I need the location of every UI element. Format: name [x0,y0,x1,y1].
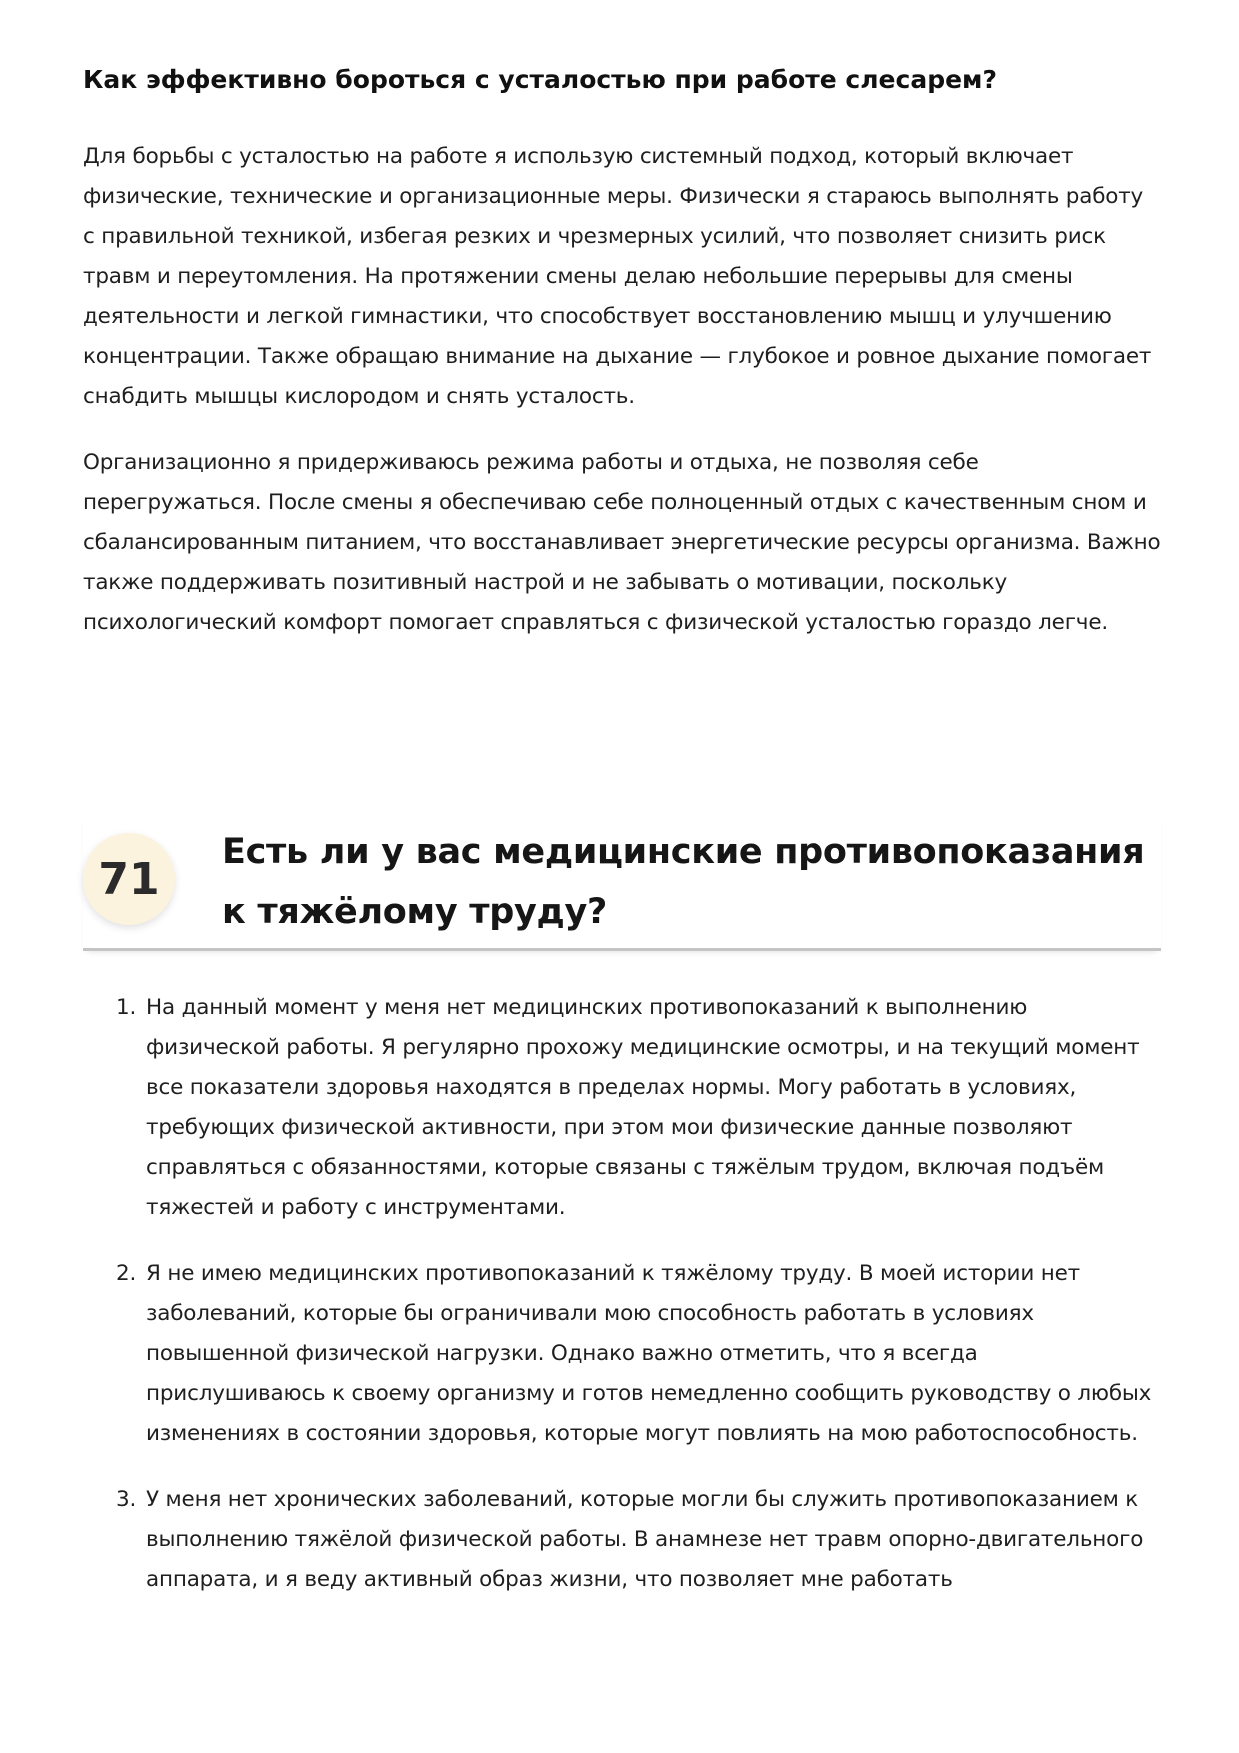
question-title: Есть ли у вас медицинские противопоказания к тяжёлому труду? [222,832,1145,932]
answer-item [83,1480,1161,1600]
question-number-badge: 71 [83,833,175,925]
section-heading: Как эффективно бороться с усталостью при работе слесарем? [83,65,997,94]
answer-text: Я не имею медицинских противопоказаний к тяжёлому труду. В моей истории нет заболеваний, которые бы ограничивали мою способность работать в условиях повышенной физической нагрузки. Однако важно отметить, что я всегда прислушиваюсь к своему организму и готов немедленно сообщить руководству о любых изменениях в состоянии здоровья, которые могут повлиять на мою работоспособность. [146,1261,1152,1446]
answer-number: 3. [116,1487,137,1512]
question-header [83,812,1161,951]
answer-number: 2. [116,1261,137,1286]
answer-text: У меня нет хронических заболеваний, которые могли бы служить противопоказанием к выполнению тяжёлой физической работы. В анамнезе нет травм опорно-двигательного аппарата, и я веду активный образ жизни, что позволяет мне работать [146,1487,1144,1592]
section-paragraph-2: Организационно я придерживаюсь режима работы и отдыха, не позволяя себе перегружаться. После смены я обеспечиваю себе полноценный отдых с качественным сном и сбалансированным питанием, что восстанавливает энергетические ресурсы организма. Важно также поддерживать позитивный настрой и не забывать о мотивации, поскольку психологический комфорт помогает справляться с физической усталостью гораздо легче. [83,450,1161,635]
answer-item [83,1254,1161,1454]
section-paragraph-1: Для борьбы с усталостью на работе я использую системный подход, который включает физические, технические и организационные меры. Физически я стараюсь выполнять работу с правильной техникой, избегая резких и чрезмерных усилий, что позволяет снизить риск травм и переутомления. На протяжении смены делаю небольшие перерывы для смены деятельности и легкой гимнастики, что способствует восстановлению мышц и улучшению концентрации. Также обращаю внимание на дыхание — глубокое и ровное дыхание помогает снабдить мышцы кислородом и снять усталость. [83,144,1152,409]
answer-number: 1. [116,995,137,1020]
answer-item [83,988,1161,1228]
answers-list [83,988,1161,1626]
answer-text: На данный момент у меня нет медицинских противопоказаний к выполнению физической работы. Я регулярно прохожу медицинские осмотры, и на текущий момент все показатели здоровья находятся в пределах нормы. Могу работать в условиях, требующих физической активности, при этом мои физические данные позволяют справляться с обязанностями, которые связаны с тяжёлым трудом, включая подъём тяжестей и работу с инструментами. [146,995,1140,1220]
